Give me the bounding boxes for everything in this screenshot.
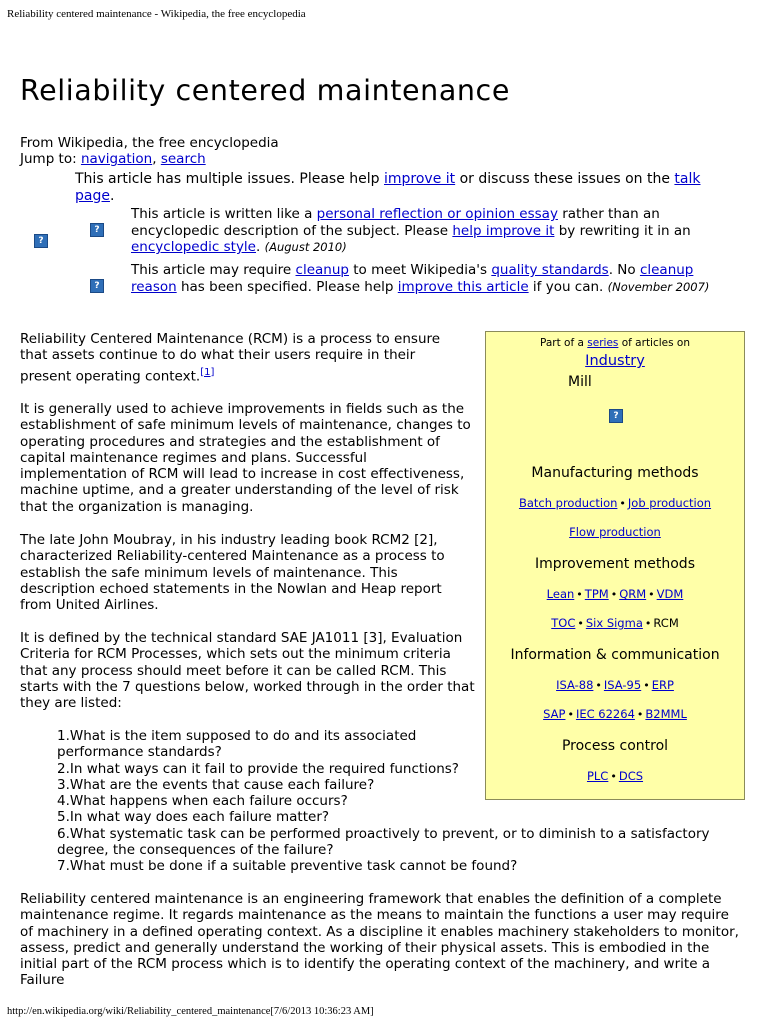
improvement-row [486, 587, 744, 601]
question-icon[interactable]: ? [90, 223, 104, 237]
industry-sidebar [485, 331, 745, 800]
issue-date: (August 2010) [264, 240, 347, 254]
manufacturing-row [486, 525, 744, 539]
encyclopedic-style-link[interactable]: encyclopedic style [131, 239, 256, 255]
paragraph-moubray: The late John Moubray, in his industry leading book RCM2 [2], characterized Reliability-centered Maintenance as a process to establish the safe minimum levels of maintenance. This description echoed statements in the Nowlan and Heap report from United Airlines. [20, 532, 445, 614]
b2mml-link[interactable]: B2MML [645, 707, 687, 721]
question-icon[interactable]: ? [609, 409, 623, 423]
question-icon[interactable]: ? [90, 279, 104, 293]
list-item: 4.What happens when each failure occurs? [57, 793, 348, 810]
list-item: 2.In what ways can it fail to provide the required functions? [57, 760, 459, 777]
sap-link[interactable]: SAP [543, 707, 566, 721]
six-sigma-link[interactable]: Six Sigma [585, 616, 643, 630]
flow-production-link[interactable]: Flow production [569, 525, 661, 539]
caption-text: of articles on [618, 337, 691, 349]
information-row [486, 707, 744, 721]
jump-label: Jump to: [20, 151, 81, 167]
bullet: • [595, 679, 602, 692]
mill-caption: Mill [568, 374, 592, 390]
notice-text: This article has multiple issues. Please help [75, 171, 384, 187]
industry-link[interactable]: Industry [585, 353, 645, 369]
process-control-row [486, 769, 744, 783]
talk-page-link[interactable]: talk page [75, 171, 701, 204]
jump-to [20, 151, 206, 167]
list-item: 5.In what way does each failure matter? [57, 809, 330, 826]
help-improve-link[interactable]: help improve it [452, 222, 555, 239]
manufacturing-methods-heading: Manufacturing methods [531, 465, 699, 481]
from-wikipedia: From Wikipedia, the free encyclopedia [20, 135, 279, 151]
iec-62264-link[interactable]: IEC 62264 [575, 707, 635, 721]
bullet: • [636, 708, 644, 721]
bullet: • [576, 588, 583, 601]
tpm-link[interactable]: TPM [584, 587, 609, 601]
information-communication-heading: Information & communication [510, 647, 720, 663]
jump-navigation-link[interactable]: navigation [80, 151, 153, 167]
lean-link[interactable]: Lean [546, 587, 575, 601]
list-item: 1.What is the item supposed to do and its associated performance standards? [57, 728, 417, 761]
batch-production-link[interactable]: Batch production [518, 496, 618, 510]
improve-it-link[interactable]: improve it [384, 171, 456, 187]
page-title: Reliability centered maintenance [20, 74, 510, 107]
issue-text: if you can. [528, 278, 608, 295]
bullet: • [610, 588, 618, 601]
issue-text: . No [608, 262, 640, 278]
issue-text: has been specified. Please help [176, 278, 398, 295]
toc-link[interactable]: TOC [551, 616, 576, 630]
print-footer: http://en.wikipedia.org/wiki/Reliability_centered_maintenance[7/6/2013 10:36:23 AM] [7, 1006, 374, 1017]
erp-link[interactable]: ERP [651, 678, 674, 692]
paragraph-framework: Reliability centered maintenance is an engineering framework that enables the definition of a complete maintenance regime. It regards maintenance as the means to maintain the functions a user may require of machinery in a defined operating context. As a discipline it enables machinery stakeholders to monitor, assess, predict and generally understand the working of their physical assets. This is embodied in the initial part of the RCM process which is to identify the operating context of the machinery, and write a Failure [20, 891, 739, 989]
issue-text: by rewriting it in an [554, 222, 691, 239]
jump-separator: , [152, 151, 161, 167]
bullet: • [567, 708, 574, 721]
list-item: 3.What are the events that cause each failure? [57, 776, 375, 793]
issue-text: This article is written like a [131, 206, 317, 222]
list-item: 6.What systematic task can be performed proactively to prevent, or to diminish to a satisfactory degree, the consequences of the failure? [57, 825, 710, 859]
vdm-link[interactable]: VDM [656, 587, 684, 601]
issue-cleanup [131, 262, 731, 295]
paragraph-text: Reliability Centered Maintenance (RCM) is a process to ensure that assets continue to do what their users require in their present operating context. [20, 331, 441, 385]
list-item: 7.What must be done if a suitable preventive task cannot be found? [57, 858, 518, 875]
notice-text: or discuss these issues on the [455, 171, 675, 187]
bullet: • [610, 770, 617, 783]
quality-standards-link[interactable]: quality standards [491, 262, 609, 278]
paragraph-intro [20, 331, 470, 384]
jump-search-link[interactable]: search [160, 151, 206, 167]
issue-text: rather than an encyclopedic description of the subject. Please [131, 206, 660, 239]
multiple-issues-notice [75, 171, 735, 204]
cleanup-link[interactable]: cleanup [295, 262, 349, 278]
bullet: • [619, 497, 626, 510]
improvement-row [486, 616, 744, 630]
question-icon[interactable]: ? [34, 234, 48, 248]
notice-text: . [109, 187, 115, 204]
print-header: Reliability centered maintenance - Wikipedia, the free encyclopedia [7, 8, 306, 20]
qrm-link[interactable]: QRM [619, 587, 647, 601]
issue-text: This article may require [131, 262, 296, 278]
industry-heading [486, 353, 744, 369]
manufacturing-row [486, 496, 744, 510]
rcm-current: RCM [653, 616, 679, 630]
issue-essay [131, 206, 731, 256]
issue-date: (November 2007) [607, 279, 710, 294]
series-caption [486, 337, 744, 349]
isa-88-link[interactable]: ISA-88 [556, 678, 594, 692]
bullet: • [643, 679, 650, 692]
bullet: • [577, 617, 584, 630]
reference-link[interactable]: [1] [200, 366, 215, 378]
bullet: • [644, 617, 652, 630]
information-row [486, 678, 744, 692]
issue-text: . [256, 239, 265, 255]
opinion-essay-link[interactable]: personal reflection or opinion essay [316, 206, 558, 222]
paragraph-purpose: It is generally used to achieve improvements in fields such as the establishment of safe minimum levels of maintenance, changes to operating procedures and strategies and the establishment of capital maintenance regimes and plans. Successful implementation of RCM will lead to increase in cost effectiveness, machine uptime, and a greater understanding of the level of risk that the organization is managing. [20, 401, 471, 515]
dcs-link[interactable]: DCS [618, 769, 644, 783]
series-link[interactable]: series [587, 337, 619, 349]
plc-link[interactable]: PLC [586, 769, 609, 783]
cleanup-reason-link[interactable]: cleanup reason [131, 262, 694, 295]
process-control-heading: Process control [561, 738, 669, 754]
caption-text: Part of a [539, 337, 588, 349]
improve-this-article-link[interactable]: improve this article [397, 278, 529, 295]
job-production-link[interactable]: Job production [627, 496, 712, 510]
paragraph-standard: It is defined by the technical standard SAE JA1011 [3], Evaluation Criteria for RCM Processes, which sets out the minimum criteria that any process should meet before it can be called RCM. This starts with the 7 questions below, worked through in the order that they are listed: [20, 630, 475, 712]
issue-text: to meet Wikipedia's [348, 262, 492, 278]
isa-95-link[interactable]: ISA-95 [603, 678, 642, 692]
bullet: • [648, 588, 655, 601]
improvement-methods-heading: Improvement methods [535, 556, 695, 572]
